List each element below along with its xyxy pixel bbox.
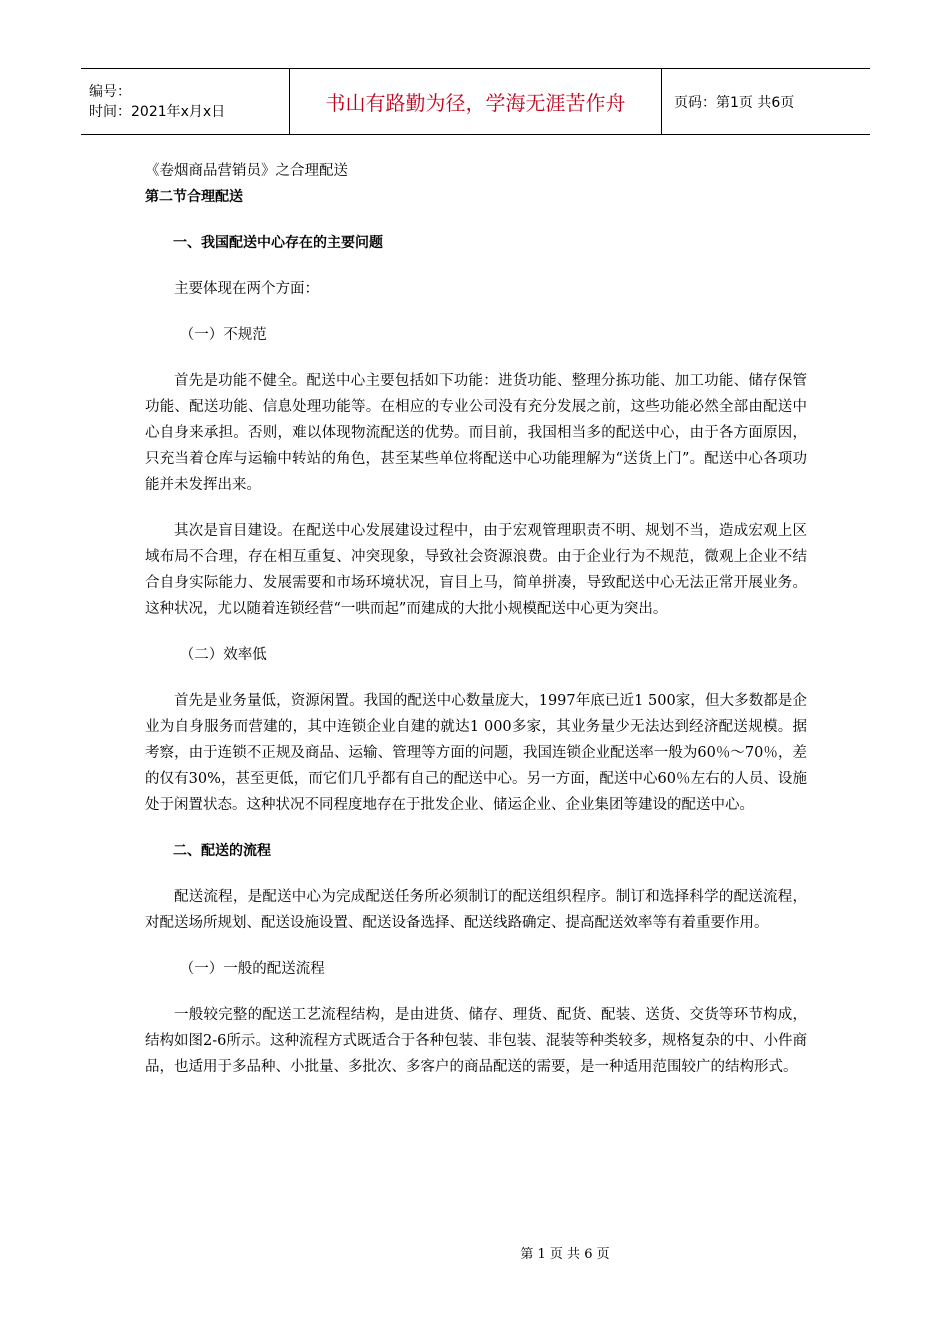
page-info: 页码：第1页 共6页 [662, 69, 871, 135]
paragraph-4: 配送流程，是配送中心为完成配送任务所必须制订的配送组织程序。制订和选择科学的配送流程，对配送场所规划、配送设施设置、配送设备选择、配送线路确定、提高配送效率等有着重要作用。 [145, 889, 807, 931]
page-footer: 第 1 页 共 6 页 [520, 1247, 610, 1262]
motto: 书山有路勤为径，学海无涯苦作舟 [290, 69, 662, 135]
header-meta [81, 69, 290, 135]
heading-2: 二、配送的流程 [173, 843, 271, 859]
subheading-1: （一）不规范 [179, 327, 267, 343]
paragraph-2: 其次是盲目建设。在配送中心发展建设过程中，由于宏观管理职责不明、规划不当，造成宏观上区域布局不合理，存在相互重复、冲突现象，导致社会资源浪费。由于企业行为不规范，微观上企业不结合自身实际能力、发展需要和市场环境状况，盲目上马，简单拼凑，导致配送中心无法正常开展业务。这种状况，尤以随着连锁经营“一哄而起”而建成的大批小规模配送中心更为突出。 [145, 523, 807, 617]
subheading-3: （一）一般的配送流程 [179, 961, 325, 977]
heading-1: 一、我国配送中心存在的主要问题 [173, 235, 383, 251]
document-body [145, 158, 807, 1080]
number-label: 编号： [89, 83, 131, 100]
section-title: 第二节合理配送 [145, 189, 243, 205]
paragraph-5: 一般较完整的配送工艺流程结构，是由进货、储存、理货、配货、配装、送货、交货等环节构成，结构如图2-6所示。这种流程方式既适合于各种包装、非包装、混装等种类较多，规格复杂的中、小件商品，也适用于多品种、小批量、多批次、多客户的商品配送的需要，是一种适用范围较广的结构形式。 [145, 1007, 807, 1075]
paragraph-1: 首先是功能不健全。配送中心主要包括如下功能：进货功能、整理分拣功能、加工功能、储存保管功能、配送功能、信息处理功能等。在相应的专业公司没有充分发展之前，这些功能必然全部由配送中心自身来承担。否则，难以体现物流配送的优势。而目前，我国相当多的配送中心，由于各方面原因，只充当着仓库与运输中转站的角色，甚至某些单位将配送中心功能理解为“送货上门”。配送中心各项功能并未发挥出来。 [145, 373, 807, 493]
doc-title: 《卷烟商品营销员》之合理配送 [145, 163, 348, 179]
intro-text: 主要体现在两个方面： [174, 281, 319, 297]
paragraph-3: 首先是业务量低，资源闲置。我国的配送中心数量庞大，1997年底已近1 500家，但大多数都是企业为自身服务而营建的，其中连锁企业自建的就达1 000多家，其业务量少无法达到经济配送规模。据考察，由于连锁不正规及商品、运输、管理等方面的问题，我国连锁企业配送率一般为60％～70％，差的仅有30%，甚至更低，而它们几乎都有自己的配送中心。另一方面，配送中心60％左右的人员、设施处于闲置状态。这种状况不同程度地存在于批发企业、储运企业、企业集团等建设的配送中心。 [145, 693, 807, 813]
subheading-2: （二）效率低 [179, 647, 267, 663]
time-label: 时间：2021年x月x日 [89, 103, 226, 120]
document-header [81, 68, 870, 135]
